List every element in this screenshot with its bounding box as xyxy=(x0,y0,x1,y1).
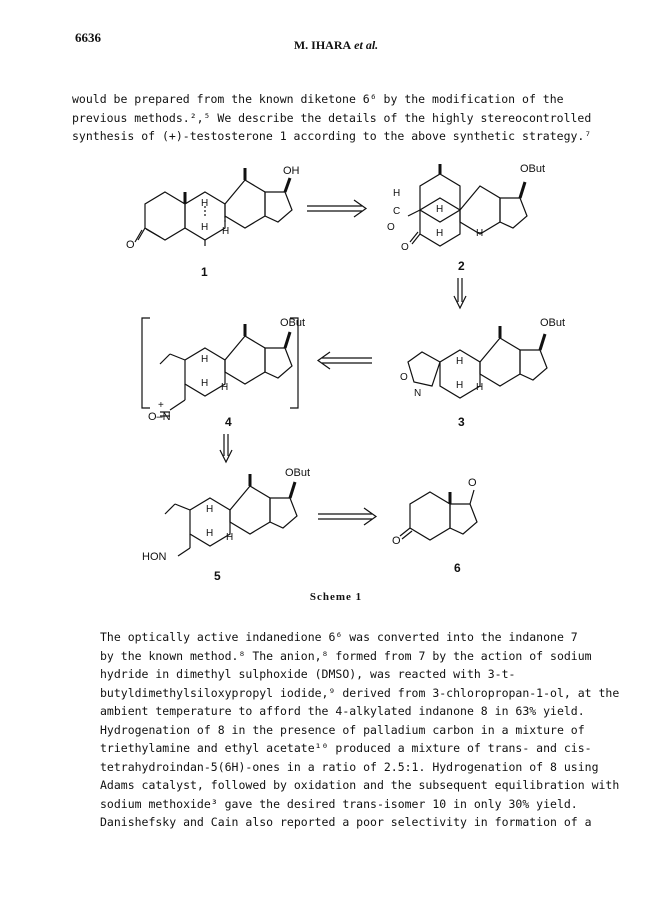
text-line: Danishefsky and Cain also reported a poor selectivity in formation of a xyxy=(100,815,592,829)
svg-text:H: H xyxy=(222,226,230,237)
double-arrow-right xyxy=(318,508,376,525)
compound-1-structure xyxy=(135,168,292,246)
c3-substituent: OBut xyxy=(540,317,566,329)
compound-5-label: 5 xyxy=(214,569,221,583)
compound-4-bracket xyxy=(142,318,298,408)
text-line: tetrahydroindan-5(6H)-ones in a ratio of 2.5:1. Hydrogenation of 8 using xyxy=(100,759,599,774)
compound-4-structure xyxy=(160,324,292,416)
text-line: by the known method.⁸ The anion,⁸ formed from 7 by the action of sodium xyxy=(100,648,592,663)
svg-text:H: H xyxy=(393,188,401,199)
svg-text:+: + xyxy=(158,400,164,411)
text-line: would be prepared from the known diketone 6⁶ by the modification of the xyxy=(72,92,564,106)
svg-text:H: H xyxy=(201,222,209,233)
text-line: triethylamine and ethyl acetate¹⁰ produced a mixture of trans- and cis- xyxy=(100,741,592,755)
double-arrow-left xyxy=(318,352,372,369)
c4-substituent: OBut xyxy=(280,317,306,329)
svg-text:O: O xyxy=(468,477,477,489)
text-line: sodium methoxide³ gave the desired trans-isomer 10 in only 30% yield. xyxy=(100,796,578,811)
compound-3-label: 3 xyxy=(458,415,465,429)
svg-text:H: H xyxy=(206,504,214,515)
svg-text:H: H xyxy=(201,378,209,389)
double-arrow-down xyxy=(220,434,232,462)
running-header xyxy=(0,38,672,53)
svg-text:O: O xyxy=(401,242,409,253)
double-arrow-right xyxy=(307,200,366,217)
c5-oxime: HON xyxy=(142,551,167,563)
double-arrow-down xyxy=(454,278,466,308)
svg-text:H: H xyxy=(221,382,229,393)
text-line: synthesis of (+)-testosterone 1 according to the above synthetic strategy.⁷ xyxy=(72,129,592,143)
compound-5-structure xyxy=(165,474,297,556)
paragraph-body xyxy=(72,628,620,832)
svg-text:H: H xyxy=(436,228,444,239)
paragraph-intro xyxy=(72,90,620,146)
compound-2-label: 2 xyxy=(458,259,465,273)
author-suffix: et al. xyxy=(351,38,379,52)
svg-text:O: O xyxy=(387,222,395,233)
svg-text:O: O xyxy=(126,239,135,251)
compound-1-label: 1 xyxy=(201,265,208,279)
compound-4-label: 4 xyxy=(225,415,232,429)
svg-text:H: H xyxy=(456,380,464,391)
svg-text:H: H xyxy=(476,382,484,393)
svg-text:H: H xyxy=(206,528,214,539)
text-line: ambient temperature to afford the 4-alkylated indanone 8 in 63% yield. xyxy=(100,704,585,718)
svg-text:H: H xyxy=(436,204,444,215)
scheme-caption: Scheme 1 xyxy=(309,591,363,603)
reaction-scheme xyxy=(0,150,672,590)
page-number: 6636 xyxy=(75,30,101,45)
svg-text:H: H xyxy=(456,356,464,367)
text-line: Hydrogenation of 8 in the presence of palladium carbon in a mixture of xyxy=(100,722,585,737)
author-name: M. IHARA xyxy=(293,38,352,52)
c2-substituent: OBut xyxy=(520,163,546,175)
compound-6-structure xyxy=(400,490,477,540)
text-line: Adams catalyst, followed by oxidation and the subsequent equilibration with xyxy=(100,778,620,792)
c1-substituent: OH xyxy=(283,165,300,177)
svg-text:O: O xyxy=(400,372,408,383)
svg-text:O: O xyxy=(392,535,401,547)
compound-2-structure xyxy=(408,164,527,246)
text-line: The optically active indanedione 6⁶ was converted into the indanone 7 xyxy=(100,630,578,644)
text-line: butyldimethylsiloxypropyl iodide,⁹ derived from 3-chloropropan-1-ol, at the xyxy=(100,685,620,700)
c5-substituent: OBut xyxy=(285,467,311,479)
text-line: hydride in dimethyl sulphoxide (DMSO), was reacted with 3-t- xyxy=(100,667,516,681)
text-line: previous methods.²,⁵ We describe the details of the highly stereocontrolled xyxy=(72,110,592,125)
svg-text:H: H xyxy=(201,354,209,365)
svg-text:H: H xyxy=(226,532,234,543)
svg-text:H: H xyxy=(201,198,209,209)
compound-6-label: 6 xyxy=(454,561,461,575)
svg-text:C: C xyxy=(393,206,401,217)
svg-text:O–N: O–N xyxy=(148,411,171,423)
svg-text:H: H xyxy=(476,228,484,239)
svg-text:N: N xyxy=(414,388,422,399)
